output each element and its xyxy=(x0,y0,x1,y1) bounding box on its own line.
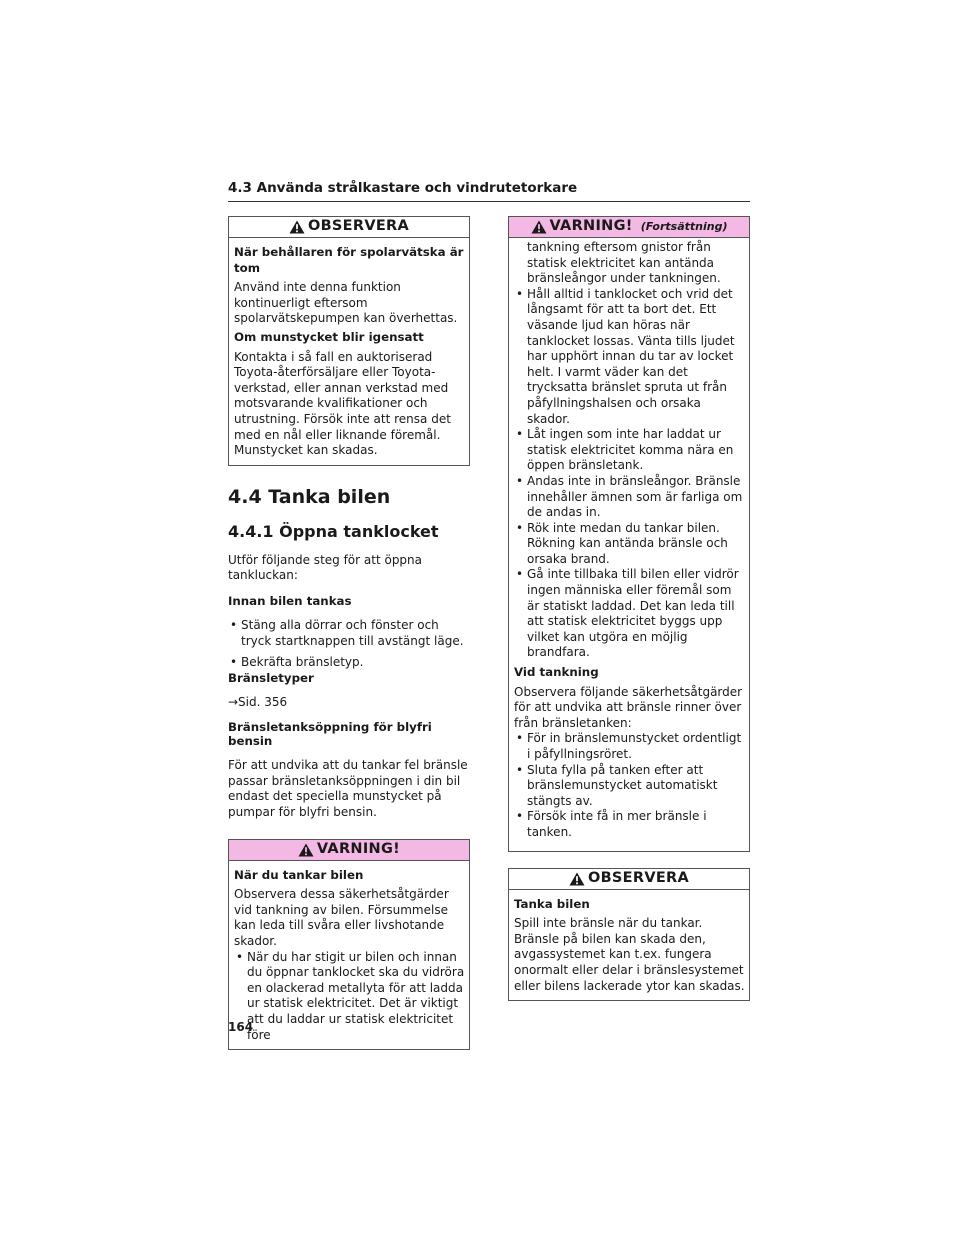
chapter-heading: 4.4 Tanka bilen xyxy=(228,485,391,508)
warning-list xyxy=(514,287,745,661)
list-item: • Stäng alla dörrar och fönster och tryck startknappen till avstängt läge. xyxy=(228,618,470,649)
list-item: • Andas inte in bränsleångor. Bränsle innehåller ämnen som är farliga om de andas in. xyxy=(514,474,745,521)
warning-continued-text: tankning eftersom gnistor från statisk elektricitet kan antända bränsleångor under tankningen. xyxy=(527,240,721,286)
list-item: • För in bränslemunstycket ordentligt i påfyllningsröret. xyxy=(514,731,745,762)
warning-subheading: När du tankar bilen xyxy=(234,867,364,882)
list-item: • Sluta fylla på tanken efter att bränslemunstycket automatiskt stängts av. xyxy=(514,763,745,810)
notice-text: Spill inte bränsle när du tankar. Bränsle på bilen kan skada den, avgassystemet kan t.ex. fungera onormalt eller delar i bränslesystemet eller bilens lackerade ytor kan skadas. xyxy=(514,916,745,993)
notice-header xyxy=(509,869,749,890)
notice-subheading: Tanka bilen xyxy=(514,896,590,911)
before-fueling-list xyxy=(228,618,470,671)
list-item: • Rök inte medan du tankar bilen. Rökning kan antända bränsle och orsaka brand. xyxy=(514,521,745,568)
list-item: • Försök inte få in mer bränsle i tanken. xyxy=(514,809,745,840)
warning-title: VARNING! xyxy=(316,840,401,857)
subheading-fuel-types: Bränsletyper xyxy=(228,670,314,685)
warning-box xyxy=(228,839,470,1051)
intro-text: Utför följande steg för att öppna tankluckan: xyxy=(228,552,423,583)
notice-title: OBSERVERA xyxy=(307,218,410,235)
notice-header xyxy=(229,217,469,238)
warning-title: VARNING! xyxy=(549,218,633,235)
list-item: • Gå inte tillbaka till bilen eller vidrör ingen människa eller föremål som är statiskt laddad. Det kan leda till att statisk elektricitet byggs upp vilket kan utgöra en möjlig brandfara. xyxy=(514,567,745,661)
page-number: 164 xyxy=(228,1020,254,1034)
right-column xyxy=(508,216,750,1001)
subheading-fuel-opening: Bränsletanksöppning för blyfri bensin xyxy=(228,720,432,749)
subheading-before-fueling: Innan bilen tankas xyxy=(228,593,352,608)
left-column xyxy=(228,216,470,1050)
warning-text: Observera följande säkerhetsåtgärder för att undvika att bränsle rinner över från bränsletanken: xyxy=(514,684,743,730)
notice-text: Kontakta i så fall en auktoriserad Toyota-återförsäljare eller Toyota-verkstad, eller annan verkstad med motsvarande kvalifikationer och utrustning. Försök inte att rensa det med en nål eller liknande föremål. Munstycket kan skadas. xyxy=(234,349,451,458)
continuation-label: (Fortsättning) xyxy=(640,220,728,234)
notice-box xyxy=(228,216,470,466)
warning-header xyxy=(229,840,469,861)
notice-subheading: När behållaren för spolarvätska är tom xyxy=(234,245,464,275)
list-item: • Bekräfta bränsletyp. xyxy=(228,655,470,671)
warning-icon xyxy=(298,843,314,857)
section-heading: 4.4.1 Öppna tanklocket xyxy=(228,521,439,541)
warning-subheading: Vid tankning xyxy=(514,665,599,680)
warning-list xyxy=(234,950,465,1044)
list-item: • Håll alltid i tanklocket och vrid det långsamt för att ta bort det. Ett väsande ljud kan höras när tanklocket lossas. Vänta tills ljudet har upphört innan du tar av locket helt. I varmt väder kan det trycksatta bränslet spruta ut från påfyllningshalsen och orsaka skador. xyxy=(514,287,745,427)
warning-text: Observera dessa säkerhetsåtgärder vid tankning av bilen. Försummelse kan leda till svåra eller livshotande skador. xyxy=(234,887,449,949)
warning-header xyxy=(509,217,749,238)
notice-box xyxy=(508,868,750,1002)
list-item: • När du har stigit ur bilen och innan du öppnar tanklocket ska du vidröra en olackerad metallyta för att ladda ur statisk elektricitet. Det är viktigt att du laddar ur statisk elektricitet före xyxy=(234,950,465,1044)
warning-list xyxy=(514,731,745,840)
fuel-opening-text: För att undvika att du tankar fel bränsle passar bränsletanksöppningen i din bil endast det speciella munstycket på pumpar för blyfri bensin. xyxy=(228,758,468,820)
page-reference-link[interactable]: →Sid. 356 xyxy=(228,694,288,709)
notice-title: OBSERVERA xyxy=(587,869,690,886)
notice-subheading: Om munstycket blir igensatt xyxy=(234,329,424,344)
warning-icon xyxy=(531,220,547,234)
section-header: 4.3 Använda strålkastare och vindrutetorkare xyxy=(228,180,750,202)
caution-icon xyxy=(569,872,585,886)
warning-continued-box xyxy=(508,216,750,852)
notice-text: Använd inte denna funktion kontinuerligt eftersom spolarvätskepumpen kan överhettas. xyxy=(234,280,458,326)
list-item: • Låt ingen som inte har laddat ur statisk elektricitet komma nära en öppen bränsletank. xyxy=(514,427,745,474)
caution-icon xyxy=(289,220,305,234)
